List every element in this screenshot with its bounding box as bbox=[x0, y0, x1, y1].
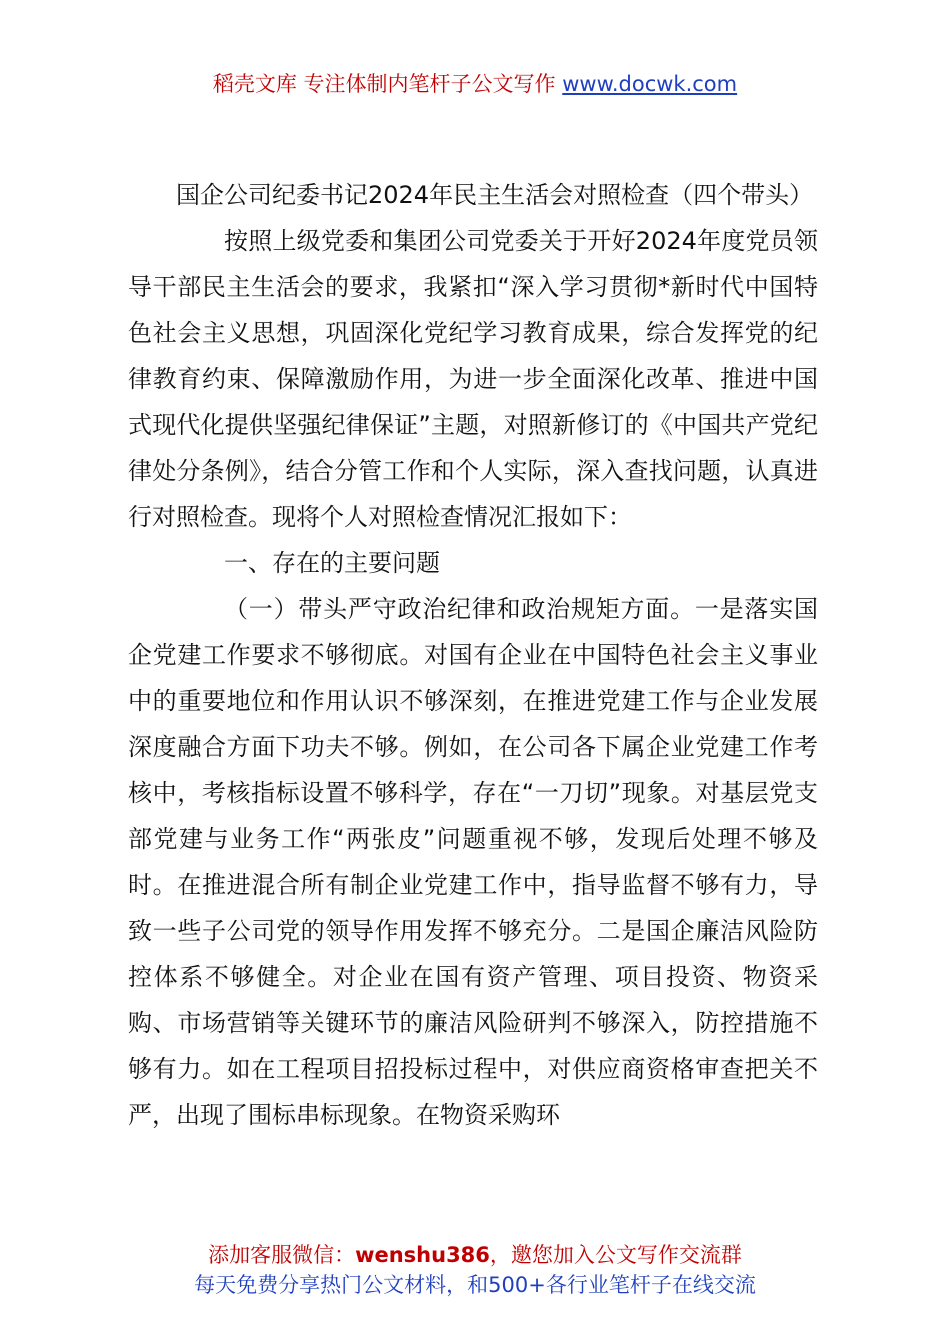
document-title: 国企公司纪委书记2024年民主生活会对照检查（四个带头） bbox=[176, 181, 814, 209]
page-header bbox=[0, 70, 950, 98]
section-heading: 一、存在的主要问题 bbox=[224, 549, 440, 577]
brand-text: 稻壳文库 专注体制内笔杆子公文写作 bbox=[212, 72, 556, 96]
footer-contact-prefix: 添加客服微信： bbox=[208, 1243, 356, 1267]
footer-contact-suffix: ，邀您加入公文写作交流群 bbox=[489, 1243, 742, 1267]
body-paragraph: （一）带头严守政治纪律和政治规矩方面。一是落实国企党建工作要求不够彻底。对国有企业在中国特色社会主义事业中的重要地位和作用认识不够深刻，在推进党建工作与企业发展深度融合方面下功夫不够。例如，在公司各下属企业党建工作考核中，考核指标设置不够科学，存在“一刀切”现象。对基层党支部党建与业务工作“两张皮”问题重视不够，发现后处理不够及时。在推进混合所有制企业党建工作中，指导监督不够有力，导致一些子公司党的领导作用发挥不够充分。二是国企廉洁风险防控体系不够健全。对企业在国有资产管理、项目投资、物资采购、市场营销等关键环节的廉洁风险研判不够深入，防控措施不够有力。如在工程项目招投标过程中，对供应商资格审查把关不严，出现了围标串标现象。在物资采购环 bbox=[128, 595, 818, 1129]
intro-paragraph: 按照上级党委和集团公司党委关于开好2024年度党员领导干部民主生活会的要求，我紧扣“深入学习贯彻*新时代中国特色社会主义思想，巩固深化党纪学习教育成果，综合发挥党的纪律教育约束、保障激励作用，为进一步全面深化改革、推进中国式现代化提供坚强纪律保证”主题，对照新修订的《中国共产党纪律处分条例》，结合分管工作和个人实际，深入查找问题，认真进行对照检查。现将个人对照检查情况汇报如下： bbox=[128, 227, 818, 531]
wechat-id: wenshu386 bbox=[355, 1243, 490, 1267]
footer-promo: 每天免费分享热门公文材料，和500+各行业笔杆子在线交流 bbox=[194, 1273, 756, 1297]
footer-contact bbox=[0, 1240, 950, 1270]
site-link[interactable]: www.docwk.com bbox=[562, 72, 738, 96]
page-footer bbox=[0, 1240, 950, 1300]
document-body bbox=[128, 172, 818, 1138]
